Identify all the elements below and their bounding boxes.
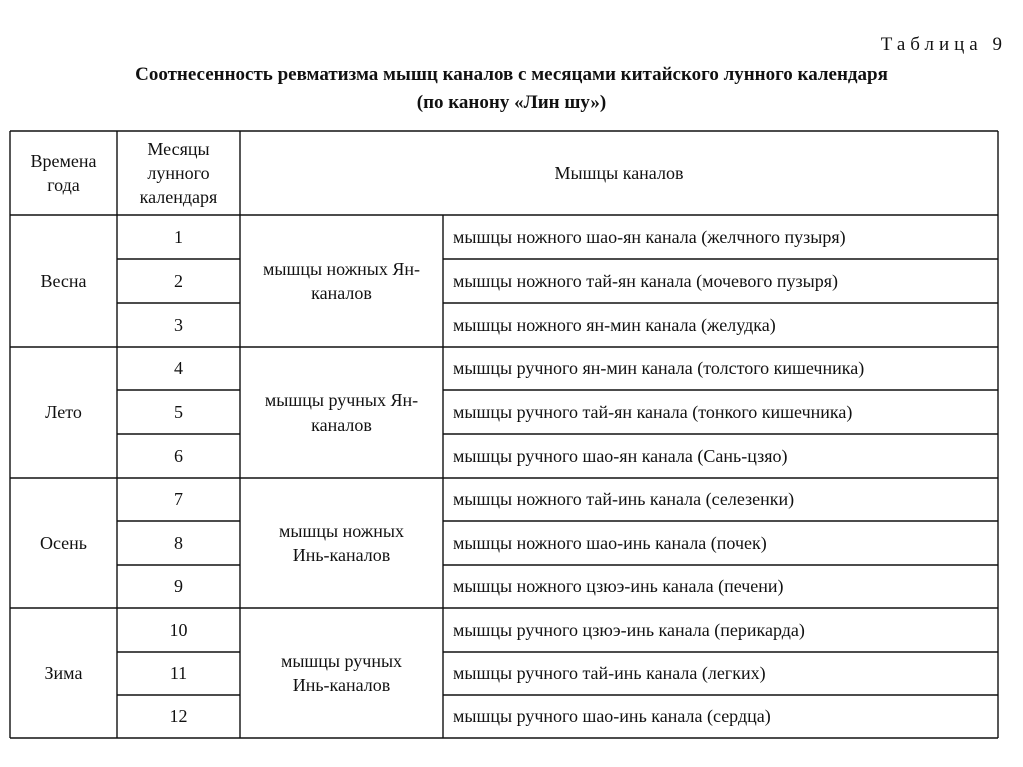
table-subtitle: (по канону «Лин шу») — [416, 92, 607, 113]
month-cell: 3 — [174, 314, 183, 335]
month-cell: 2 — [174, 270, 183, 291]
group-winter: мышцы ручных Инь-каналов — [280, 650, 403, 695]
month-cell: 9 — [174, 576, 183, 597]
group-spring: мышцы ножных Ян-каналов — [262, 258, 421, 303]
season-autumn: Осень — [39, 532, 88, 553]
month-cell: 7 — [174, 489, 183, 510]
month-cell: 10 — [169, 619, 188, 640]
season-summer: Лето — [45, 402, 82, 423]
muscle-cell: мышцы ножного тай-инь канала (селезенки) — [453, 489, 795, 510]
muscle-cell: мышцы ручного ян-мин канала (толстого кишечника) — [453, 358, 865, 379]
muscle-cell: мышцы ножного шао-инь канала (почек) — [453, 532, 767, 553]
month-cell: 1 — [174, 226, 183, 247]
muscle-cell: мышцы ручного тай-инь канала (легких) — [453, 663, 766, 684]
table-number-label: Таблица 9 — [880, 34, 1007, 55]
month-cell: 12 — [169, 706, 188, 727]
month-cell: 8 — [174, 532, 183, 553]
header-seasons: Времена года — [30, 150, 97, 195]
group-autumn: мышцы ножных Инь-каналов — [279, 520, 404, 565]
season-spring: Весна — [40, 270, 87, 291]
table-title: Соотнесенность ревматизма мышц каналов с месяцами китайского лунного календаря — [135, 64, 888, 85]
month-cell: 6 — [174, 445, 183, 466]
month-cell: 4 — [174, 358, 183, 379]
muscle-cell: мышцы ножного шао-ян канала (желчного пузыря) — [453, 226, 846, 247]
header-muscles: Мышцы каналов — [554, 162, 684, 183]
season-winter: Зима — [44, 662, 83, 683]
muscle-cell: мышцы ручного цзюэ-инь канала (перикарда) — [453, 619, 805, 640]
group-summer: мышцы ручных Ян-каналов — [264, 390, 419, 435]
muscle-cell: мышцы ножного тай-ян канала (мочевого пузыря) — [453, 270, 838, 291]
muscle-cell: мышцы ножного ян-мин канала (желудка) — [453, 314, 776, 335]
header-months: Месяцы лунного календаря — [139, 138, 218, 208]
muscle-cell: мышцы ручного шао-ян канала (Сань-цзяо) — [453, 445, 788, 466]
month-cell: 5 — [174, 401, 183, 422]
month-cell: 11 — [169, 663, 188, 684]
muscle-cell: мышцы ручного тай-ян канала (тонкого кишечника) — [453, 401, 853, 422]
muscle-cell: мышцы ножного цзюэ-инь канала (печени) — [453, 576, 784, 597]
muscle-cell: мышцы ручного шао-инь канала (сердца) — [453, 706, 771, 727]
